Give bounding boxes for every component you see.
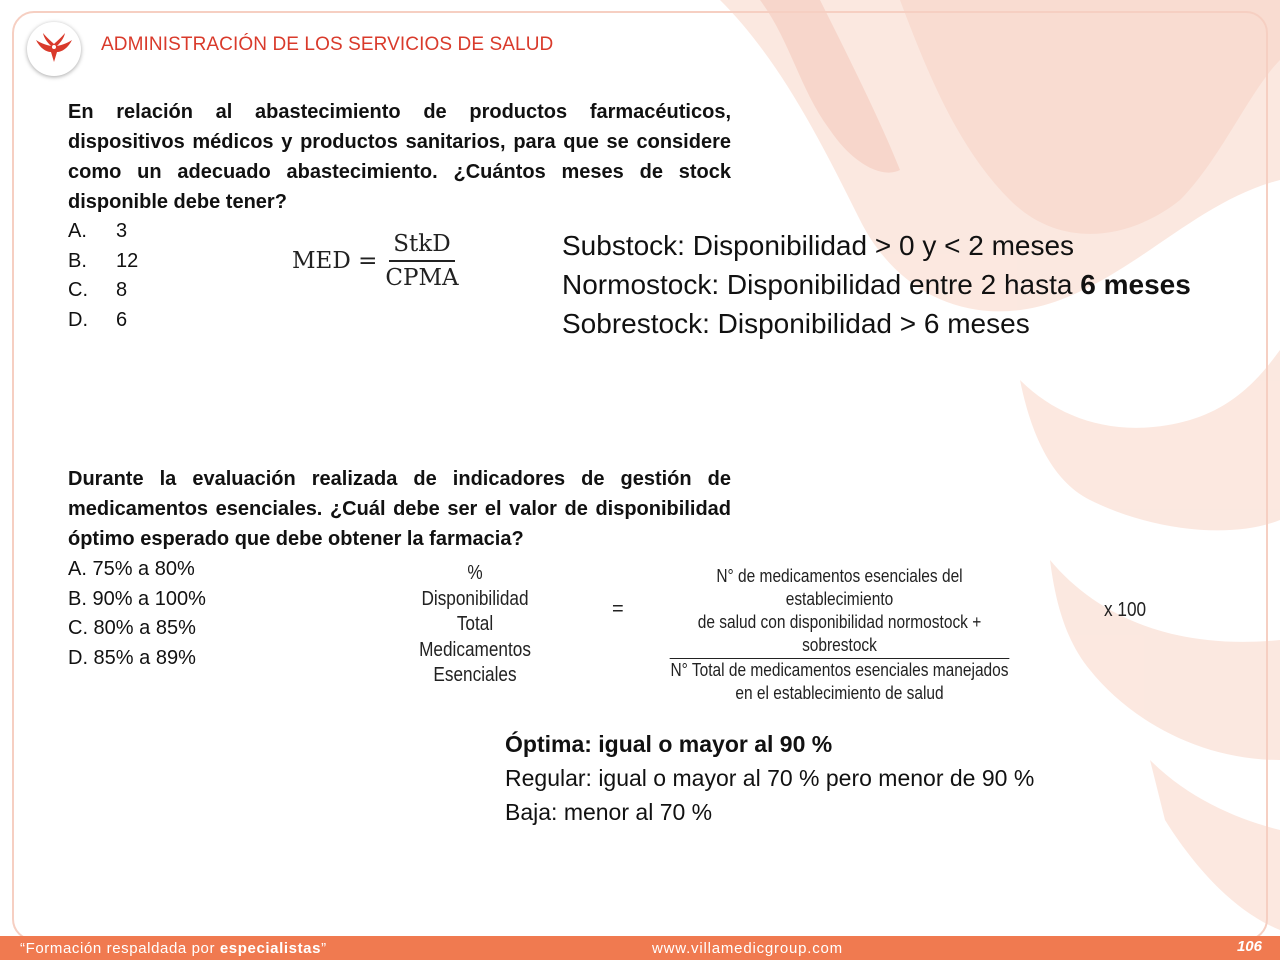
option-b: B. 90% a 100% xyxy=(68,587,206,610)
availability-levels xyxy=(505,727,1034,829)
substock-line: Substock: Disponibilidad > 0 y < 2 meses xyxy=(562,230,1075,261)
footer-website: www.villamedicgroup.com xyxy=(652,940,843,957)
page-title: ADMINISTRACIÓN DE LOS SERVICIOS DE SALUD xyxy=(101,34,554,55)
footer-slogan: “Formación respaldada por especialistas” xyxy=(20,940,327,957)
stock-levels xyxy=(562,226,1191,343)
availability-formula-multiplier: x 100 xyxy=(1104,599,1147,621)
availability-formula-lhs: % Disponibilidad Total Medicamentos Esenciales xyxy=(419,562,531,686)
sobrestock-line: Sobrestock: Disponibilidad > 6 meses xyxy=(562,308,1030,339)
option-a: A. 3 xyxy=(68,220,128,242)
phoenix-icon xyxy=(34,32,74,66)
question-2-options xyxy=(68,555,206,673)
option-a: A. 75% a 80% xyxy=(68,558,195,580)
availability-formula-equals: = xyxy=(612,598,624,620)
level-optima: Óptima: igual o mayor al 90 % xyxy=(505,731,833,757)
med-formula-lhs: MED = xyxy=(292,248,378,274)
option-b: B. 12 xyxy=(68,249,139,272)
question-1-text: En relación al abastecimiento de productos farmacéuticos, dispositivos médicos y productos sanitarios, para que se considere como un adecuado abastecimiento. ¿Cuántos meses de stock disponible debe tener? xyxy=(68,101,731,213)
option-c: C. 8 xyxy=(68,279,128,301)
option-d: D. 6 xyxy=(68,308,128,331)
availability-formula-numerator: N° de medicamentos esenciales del establecimiento de salud con disponibilidad normostock + sobrestock xyxy=(670,565,1010,659)
normostock-line: Normostock: Disponibilidad entre 2 hasta 6 meses xyxy=(562,269,1191,300)
level-regular: Regular: igual o mayor al 70 % pero menor de 90 % xyxy=(505,765,1035,791)
phoenix-logo xyxy=(27,22,81,76)
page-number: 106 xyxy=(1236,938,1262,955)
availability-formula-fraction xyxy=(670,565,1010,705)
med-formula xyxy=(292,231,459,291)
med-formula-denominator: CPMA xyxy=(385,265,459,291)
level-baja: Baja: menor al 70 % xyxy=(505,799,713,825)
question-1-options xyxy=(68,217,138,335)
option-c: C. 80% a 85% xyxy=(68,617,196,639)
med-formula-numerator: StkD xyxy=(389,231,454,262)
availability-formula-denominator: N° Total de medicamentos esenciales manejados en el establecimiento de salud xyxy=(670,660,1009,703)
question-2-text: Durante la evaluación realizada de indicadores de gestión de medicamentos esenciales. ¿Cuál debe ser el valor de disponibilidad óptimo esperado que debe obtener la farmacia? xyxy=(68,468,731,550)
footer-bar xyxy=(0,936,1280,960)
option-d: D. 85% a 89% xyxy=(68,646,196,669)
